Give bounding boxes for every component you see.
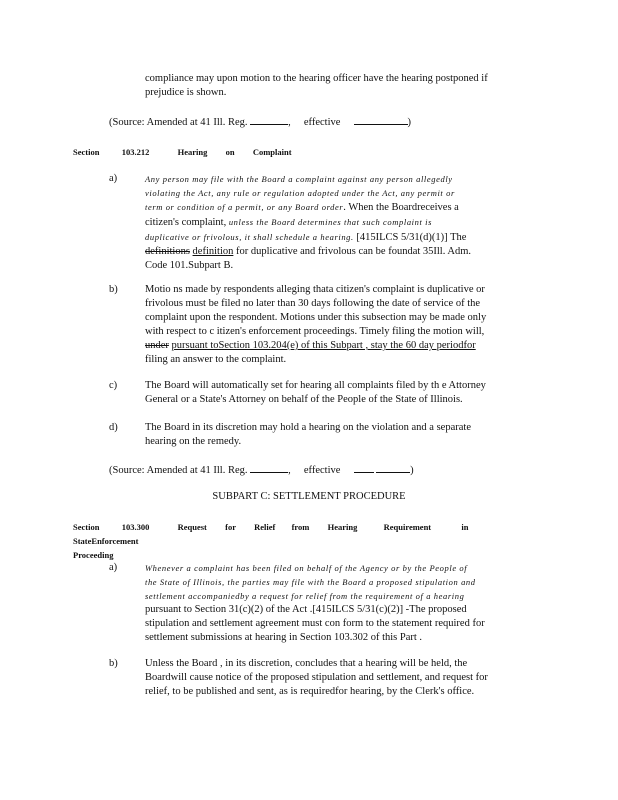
section-title-word: for xyxy=(225,522,236,532)
plain-text: citizen's complaint, xyxy=(145,217,227,228)
source-note xyxy=(109,115,411,130)
item-label-b: b) xyxy=(109,658,118,669)
text-line: pursuant to Section 31(c)(2) of the Act .[415ILCS 5/31(c)(2)] -The proposed xyxy=(145,604,467,615)
text-line xyxy=(145,230,535,245)
text-line: with respect to c itizen's enforcement proceedings. Timely filing the motion will, xyxy=(145,326,485,337)
section-number: 103.300 xyxy=(121,522,150,532)
text-line xyxy=(145,245,535,259)
date-blank xyxy=(354,463,374,473)
date-blank xyxy=(376,463,410,473)
section-heading-line: Proceeding xyxy=(73,550,114,560)
text-line: violating the Act, any rule or regulation adopted under the Act, any permit or xyxy=(145,188,455,198)
text-line: The Board will automatically set for hearing all complaints filed by th e Attorney xyxy=(145,380,486,391)
reg-blank xyxy=(250,463,288,473)
text-line xyxy=(145,200,535,215)
item-label-a: a) xyxy=(109,562,118,573)
subsection-a xyxy=(145,561,535,645)
text-line: prejudice is shown. xyxy=(145,87,227,98)
item-label-a: a) xyxy=(109,173,118,184)
comma: , xyxy=(288,465,291,476)
section-number: 103.212 xyxy=(121,147,150,157)
close-paren: ) xyxy=(407,117,412,128)
text-line: Boardwill cause notice of the proposed stipulation and settlement, and request for xyxy=(145,672,488,683)
subsection-c xyxy=(145,379,535,407)
subsection-a xyxy=(145,172,535,273)
section-title-word: on xyxy=(225,147,235,157)
item-label-c: c) xyxy=(109,380,118,391)
continued-paragraph xyxy=(145,72,535,100)
italic-text: term or condition of a permit, or any Board order xyxy=(145,202,344,212)
source-note xyxy=(109,463,414,478)
text-line: compliance may upon motion to the hearing officer have the hearing postponed if xyxy=(145,73,488,84)
text-line: stipulation and settlement agreement must con form to the statement required for xyxy=(145,618,485,629)
date-blank xyxy=(354,115,408,125)
text-line: frivolous must be filed no later than 30 days following the date of service of the xyxy=(145,298,481,309)
section-heading-line xyxy=(73,520,543,548)
section-label: Section xyxy=(73,147,100,157)
plain-text: [415ILCS 5/31(d)(1)] The xyxy=(356,232,467,243)
section-title-word: Hearing xyxy=(327,522,358,532)
struck-text: definitions xyxy=(145,246,190,257)
section-label: Section xyxy=(73,522,100,532)
text-line: filing an answer to the complaint. xyxy=(145,354,287,365)
plain-text: for duplicative and frivolous can be foundat 35Ill. Adm. xyxy=(236,246,472,257)
section-title-word: Relief xyxy=(254,522,276,532)
text-line: General or a State's Attorney on behalf of the People of the State of Illinois. xyxy=(145,394,463,405)
text-line xyxy=(145,339,535,353)
text-line: Any person may file with the Board a complaint against any person allegedly xyxy=(145,174,453,184)
text-line: The Board in its discretion may hold a hearing on the violation and a separate xyxy=(145,422,471,433)
section-heading xyxy=(73,145,292,159)
subsection-d xyxy=(145,421,535,449)
section-title-word: Request xyxy=(177,522,207,532)
reg-blank xyxy=(250,115,288,125)
struck-text: under xyxy=(145,340,169,351)
subpart-title: SUBPART C: SETTLEMENT PROCEDURE xyxy=(212,491,406,502)
subsection-b xyxy=(145,657,535,699)
section-title-word: in xyxy=(461,522,469,532)
section-title-word: Complaint xyxy=(252,147,292,157)
text-line: Code 101.Subpart B. xyxy=(145,260,234,271)
effective-label: effective xyxy=(303,465,341,476)
item-label-d: d) xyxy=(109,422,118,433)
source-prefix: (Source: Amended at 41 Ill. Reg. xyxy=(109,465,248,476)
close-paren: ) xyxy=(410,465,414,476)
comma: , xyxy=(288,117,291,128)
text-line: settlement submissions at hearing in Section 103.302 of this Part . xyxy=(145,632,423,643)
underlined-text: pursuant toSection 103.204(e) of this Subpart , stay the 60 day periodfor xyxy=(171,340,476,351)
subpart-heading xyxy=(0,490,618,504)
text-line: hearing on the remedy. xyxy=(145,436,242,447)
item-label-b: b) xyxy=(109,284,118,295)
text-line: complaint upon the respondent. Motions under this subsection may be made only xyxy=(145,312,487,323)
section-title-word: from xyxy=(291,522,310,532)
italic-text: duplicative or frivolous, it shall schedule a hearing. xyxy=(145,232,354,242)
subsection-b xyxy=(145,283,535,367)
text-line: Unless the Board , in its discretion, concludes that a hearing will be held, the xyxy=(145,658,468,669)
effective-label: effective xyxy=(303,117,341,128)
plain-text: . When the Boardreceives a xyxy=(343,202,459,213)
source-prefix: (Source: Amended at 41 Ill. Reg. xyxy=(109,117,248,128)
section-heading xyxy=(73,520,543,562)
section-title-word: Hearing xyxy=(177,147,208,157)
italic-text: unless the Board determines that such complaint is xyxy=(228,217,433,227)
section-title-word: StateEnforcement xyxy=(73,536,139,546)
text-line xyxy=(145,215,535,230)
section-title-word: Requirement xyxy=(383,522,432,532)
text-line: relief, to be published and sent, as is requiredfor hearing, by the Clerk's office. xyxy=(145,686,475,697)
text-line: the State of Illinois, the parties may file with the Board a proposed stipulation and xyxy=(145,577,476,587)
text-line: Whenever a complaint has been filed on behalf of the Agency or by the People of xyxy=(145,563,468,573)
text-line: Motio ns made by respondents alleging thata citizen's complaint is duplicative or xyxy=(145,284,485,295)
text-line: settlement accompaniedby a request for relief from the requirement of a hearing xyxy=(145,591,465,601)
underlined-text: definition xyxy=(192,246,234,257)
